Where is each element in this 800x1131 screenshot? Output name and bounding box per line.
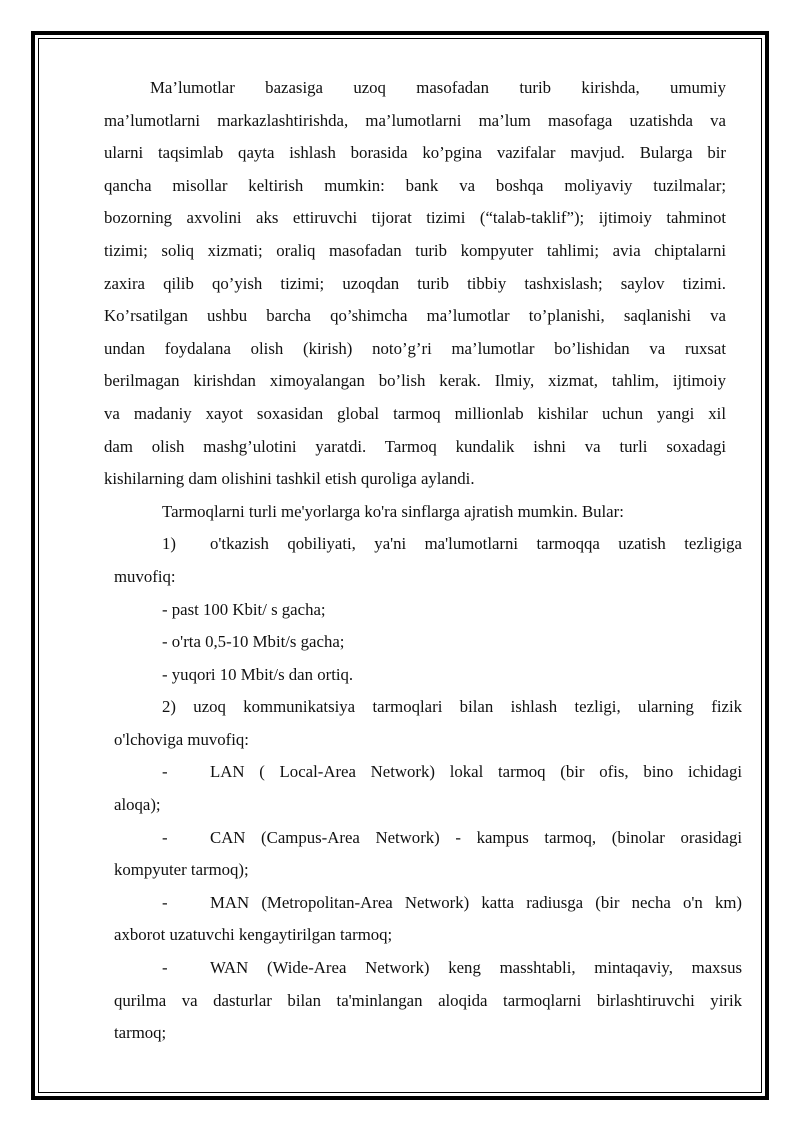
list-number: 1) bbox=[162, 534, 176, 554]
document-body bbox=[104, 72, 742, 1050]
paragraph-line: tizimi; soliq xizmati; oraliq masofadan turib kompyuter tahlimi; avia chiptalarni bbox=[104, 240, 726, 260]
network-item-lan bbox=[114, 756, 742, 821]
list-text-continued: qurilma va dasturlar bilan ta'minlangan aloqida tarmoqlarni birlashtiruvchi yirik bbox=[114, 990, 742, 1010]
list-text-continued: axborot uzatuvchi kengaytirilgan tarmoq; bbox=[114, 925, 393, 945]
intro-line: Tarmoqlarni turli me'yorlarga ko'ra sinflarga ajratish mumkin. Bular: bbox=[162, 501, 624, 521]
list-dash: - bbox=[162, 958, 168, 978]
paragraph-line: bozorning axvolini aks ettiruvchi tijorat tizimi (“talab-taklif”); ijtimoiy tahminot bbox=[104, 208, 726, 228]
list-text-continued: muvofiq: bbox=[114, 566, 176, 586]
list-text: WAN (Wide-Area Network) keng masshtabli, mintaqaviy, maxsus bbox=[210, 958, 742, 978]
list-text-continued: o'lchoviga muvofiq: bbox=[114, 729, 249, 749]
paragraph-line: berilmagan kirishdan ximoyalangan bo’lish kerak. Ilmiy, xizmat, tahlim, ijtimoiy bbox=[104, 371, 726, 391]
list-text: LAN ( Local-Area Network) lokal tarmoq (bir ofis, bino ichidagi bbox=[210, 762, 742, 782]
speed-mid: - o'rta 0,5-10 Mbit/s gacha; bbox=[162, 632, 345, 652]
paragraph-line: dam olish mashg’ulotini yaratdi. Tarmoq kundalik ishni va turli soxadagi bbox=[104, 436, 726, 456]
network-item-man bbox=[114, 887, 742, 952]
speed-low: - past 100 Kbit/ s gacha; bbox=[162, 599, 326, 619]
list-text: o'tkazish qobiliyati, ya'ni ma'lumotlarni tarmoqqa uzatish tezligiga bbox=[210, 534, 742, 554]
list-text: MAN (Metropolitan-Area Network) katta radiusga (bir necha o'n km) bbox=[210, 892, 742, 912]
list-item-1 bbox=[114, 528, 742, 593]
list-dash: - bbox=[162, 827, 168, 847]
paragraph-line: ularni taqsimlab qayta ishlash borasida ko’pgina vazifalar mavjud. Bulargа bir bbox=[104, 143, 726, 163]
list-item-2 bbox=[114, 691, 742, 756]
network-item-wan bbox=[114, 952, 742, 1050]
paragraph-line: Ma’lumotlar bazasiga uzoq masofadan turib kirishda, umumiy bbox=[150, 78, 726, 97]
network-item-can bbox=[114, 822, 742, 887]
list-text-continued: tarmoq; bbox=[114, 1023, 167, 1043]
paragraph-line: qancha misollar keltirish mumkin: bank va boshqa moliyaviy tuzilmalar; bbox=[104, 175, 726, 195]
paragraph-line: Ko’rsatilgan ushbu barcha qo’shimcha ma’lumotlar to’planishi, saqlanishi va bbox=[104, 306, 726, 326]
list-text: 2) uzoq kommunikatsiya tarmoqlari bilan ishlash tezligi, ularning fizik bbox=[162, 697, 742, 717]
paragraph-line: undan foydalana olish (kirish) noto’g’ri ma’lumotlar bo’lishidan va ruxsat bbox=[104, 338, 726, 358]
list-text-continued: aloqa); bbox=[114, 795, 161, 815]
speed-high: - yuqori 10 Mbit/s dan ortiq. bbox=[162, 664, 354, 684]
paragraph-line: ma’lumotlarni markazlashtirishda, ma’lumotlarni ma’lum masofaga uzatishda va bbox=[104, 110, 726, 130]
list-text: CAN (Campus-Area Network) - kampus tarmoq, (binolar orasidagi bbox=[210, 827, 742, 847]
paragraph-line: va madaniy xayot soxasidan global tarmoq millionlab kishilar uchun yangi xil bbox=[104, 403, 726, 423]
paragraph-line: kishilarning dam olishini tashkil etish quroliga aylandi. bbox=[104, 469, 475, 489]
paragraph-line: zaxira qilib qo’yish tizimi; uzoqdan turib tibbiy tashxislash; saylov tizimi. bbox=[104, 273, 726, 293]
list-dash: - bbox=[162, 892, 168, 912]
list-text-continued: kompyuter tarmoq); bbox=[114, 860, 249, 880]
list-dash: - bbox=[162, 762, 168, 782]
